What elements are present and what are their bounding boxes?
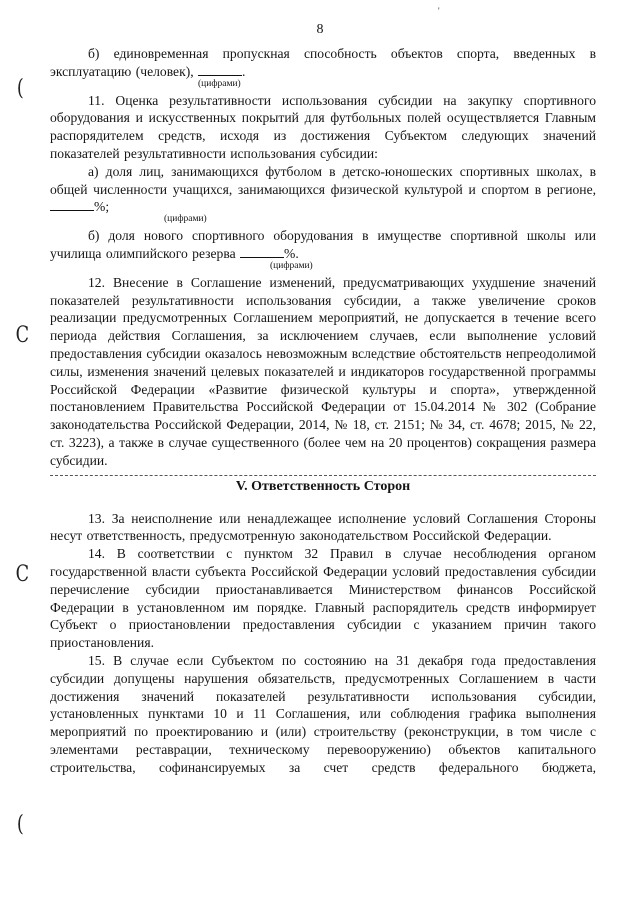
blank-field[interactable] xyxy=(240,246,284,258)
page-number: 8 xyxy=(316,22,324,37)
paragraph-13: 13. За неисполнение или ненадлежащее исполнение условий Соглашения Стороны несут ответственность, предусмотренную законодательством Российской Федерации. xyxy=(50,510,596,544)
paragraph-11b-text: б) доля нового спортивного оборудования в имуществе спортивной школы или училища олимпийского резерва xyxy=(50,228,596,261)
hint-row xyxy=(50,78,596,92)
field-hint: (цифрами) xyxy=(198,78,241,89)
paragraph-11b-tail: %. xyxy=(284,245,299,261)
hint-row xyxy=(50,216,596,227)
paragraph-11a xyxy=(50,163,596,216)
hint-row xyxy=(50,260,596,274)
page-divider xyxy=(50,475,596,476)
paragraph-12: 12. Внесение в Соглашение изменений, предусматривающих ухудшение значений показателей результативности использования субсидии, а также увеличение сроков реализации предусмотренных Соглашением мероприятий, не допускается в течение всего периода действия Соглашения, за исключением случаев, если выполнение условий предоставления субсидии оказалось невозможным вследствие обстоятельств непреодолимой силы, изменения значений целевых показателей и индикаторов государственной программы Российской Федерации «Развитие физической культуры и спорта», утвержденной постановлением Правительства Российской Федерации от 15.04.2014 № 302 (Собрание законодательства Российской Федерации, 2014, № 18, ст. 2151; № 34, ст. 4678; 2015, № 22, ст. 3223), а также в случае существенного (более чем на 20 процентов) сокращения размера субсидии. xyxy=(50,274,596,468)
binder-hole-mark: C xyxy=(15,323,30,348)
binder-hole-mark: ( xyxy=(16,812,24,837)
field-hint: (цифрами) xyxy=(270,260,313,271)
paragraph-10b-text: б) единовременная пропускная способность объектов спорта, введенных в эксплуатацию (человек), xyxy=(50,46,596,79)
paragraph-11a-text: а) доля лиц, занимающихся футболом в детско-юношеских спортивных школах, в общей численности учащихся, занимающихся физической культурой и спортом в регионе, xyxy=(50,163,596,197)
paragraph-11: 11. Оценка результативности использования субсидии на закупку спортивного оборудования и искусственных покрытий для футбольных полей осуществляется Главным распорядителем средств, исходя из достижения Субъектом следующих значений показателей результативности использования субсидии: xyxy=(50,92,596,161)
binder-hole-mark: ( xyxy=(16,76,24,101)
field-hint: (цифрами) xyxy=(164,214,207,225)
paragraph-14: 14. В соответствии с пунктом 32 Правил в случае несоблюдения органом государственной власти субъекта Российской Федерации условий предоставления субсидии перечисление субсидии приостанавливается Министерством финансов Российской Федерации в установленном им порядке. Главный распорядитель средств информирует Субъект о приостановлении предоставления субсидии с указанием причин такого приостановления. xyxy=(50,546,596,651)
binder-hole-mark: C xyxy=(15,562,30,587)
paragraph-10b xyxy=(50,45,596,81)
section-heading: V. Ответственность Сторон xyxy=(235,478,411,494)
paragraph-15: 15. В случае если Субъектом по состоянию на 31 декабря года предоставления субсидии допущены нарушения обязательств, предусмотренных Соглашением в части достижения значений показателей результативности использования субсидии, установленных пунктами 10 и 11 Соглашения, или соблюдения графика выполнения мероприятий по проектированию и (или) строительству (реконструкции, в том числе с элементами реставрации, техническому перевооружению) объектов капитального строительства, софинансируемых за счет средств федерального бюджета, xyxy=(50,652,596,775)
paragraph-11a-tail: %; xyxy=(94,199,110,215)
scan-mark: ' xyxy=(438,6,440,16)
blank-field[interactable] xyxy=(50,199,94,211)
document-body xyxy=(50,45,596,776)
paragraph-10b-tail: . xyxy=(242,63,246,79)
paragraph-11b xyxy=(50,227,596,263)
blank-field[interactable] xyxy=(198,64,242,76)
